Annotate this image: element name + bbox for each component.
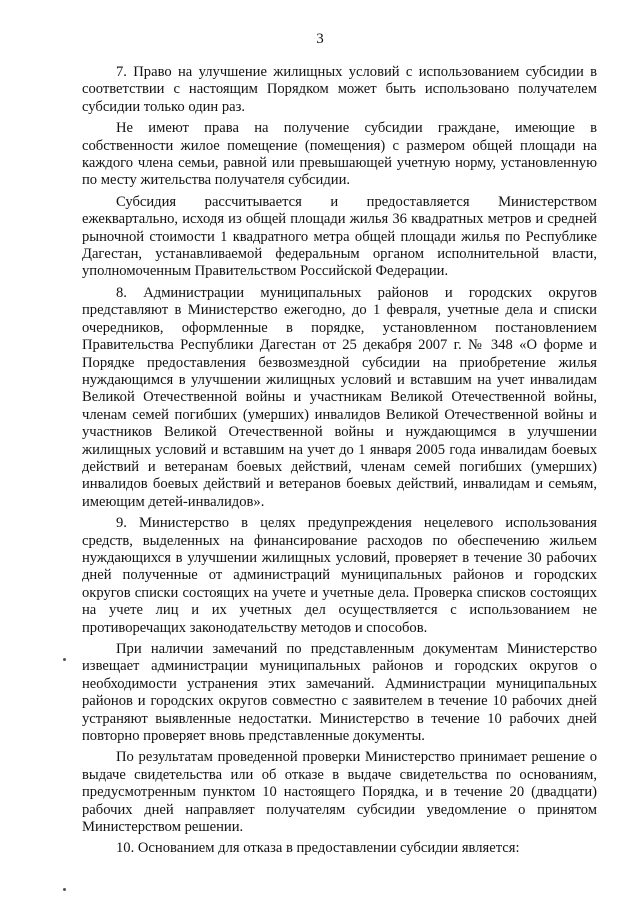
scan-speck [63, 888, 66, 891]
page-number: 3 [316, 31, 324, 47]
paragraph-10: 10. Основанием для отказа в предоставлении субсидии является: [116, 840, 520, 857]
scan-speck [63, 658, 66, 661]
paragraph-remarks: При наличии замечаний по представленным документам Министерство извещает администрации муниципальных районов и городских округов о необходимости устранения этих замечаний. Администрации муниципальных районов и городских округов совместно с заявителем в течение 10 рабочих дней устраняют выявленные недостатки. Министерство в течение 10 рабочих дней повторно проверяет вновь представленные документы. [82, 641, 597, 745]
paragraph-9: 9. Министерство в целях предупреждения нецелевого использования средств, выделенных на финансирование расходов по обеспечению жильем нуждающихся в улучшении жилищных условий, проверяет в течение 30 рабочих дней полученные от администраций муниципальных районов и городских округов списки состоящих на учете и учетные дела. Проверка списков состоящих на учете лиц и их учетных дел осуществляется с использованием не противоречащих законодательству методов и способов. [82, 515, 597, 636]
paragraph-7: 7. Право на улучшение жилищных условий с использованием субсидии в соответствии с настоящим Порядком может быть использовано получателем субсидии только один раз. [82, 64, 597, 115]
document-body [82, 64, 597, 858]
paragraph-results: По результатам проведенной проверки Министерство принимает решение о выдаче свидетельства или об отказе в выдаче свидетельства по основаниям, предусмотренным пунктом 10 настоящего Порядка, и в течение 20 (двадцати) рабочих дней направляет получателям субсидии уведомление о принятом Министерством решении. [82, 749, 597, 836]
paragraph-no-right: Не имеют права на получение субсидии граждане, имеющие в собственности жилое помещение (помещения) с размером общей площади на каждого члена семьи, равной или превышающей учетную норму, установленную по месту жительства получателя субсидии. [82, 120, 597, 189]
paragraph-subsidy-calc: Субсидия рассчитывается и предоставляется Министерством ежеквартально, исходя из общей площади жилья 36 квадратных метров и средней рыночной стоимости 1 квадратного метра общей площади жилья по Республике Дагестан, устанавливаемой федеральным органом исполнительной власти, уполномоченным Правительством Российской Федерации. [82, 193, 597, 280]
paragraph-8: 8. Администрации муниципальных районов и городских округов представляют в Министерство ежегодно, до 1 февраля, учетные дела и списки очередников, оформленные в порядке, установленном постановлением Правительства Республики Дагестан от 25 декабря 2007 г. № 348 «О форме и Порядке предоставления безвозмездной субсидии на приобретение жилья нуждающимся в улучшении жилищных условий и вставшим на учет инвалидам Великой Отечественной войны и участникам Великой Отечественной войны, членам семей погибших (умерших) инвалидов Великой Отечественной войны и участников Великой Отечественной войны и нуждающимся в улучшении жилищных условий и вставшим на учет до 1 января 2005 года инвалидам боевых действий и ветеранам боевых действий, членам семей погибших (умерших) инвалидов боевых действий и ветеранов боевых действий, инвалидам и семьям, имеющим детей-инвалидов». [82, 284, 597, 510]
